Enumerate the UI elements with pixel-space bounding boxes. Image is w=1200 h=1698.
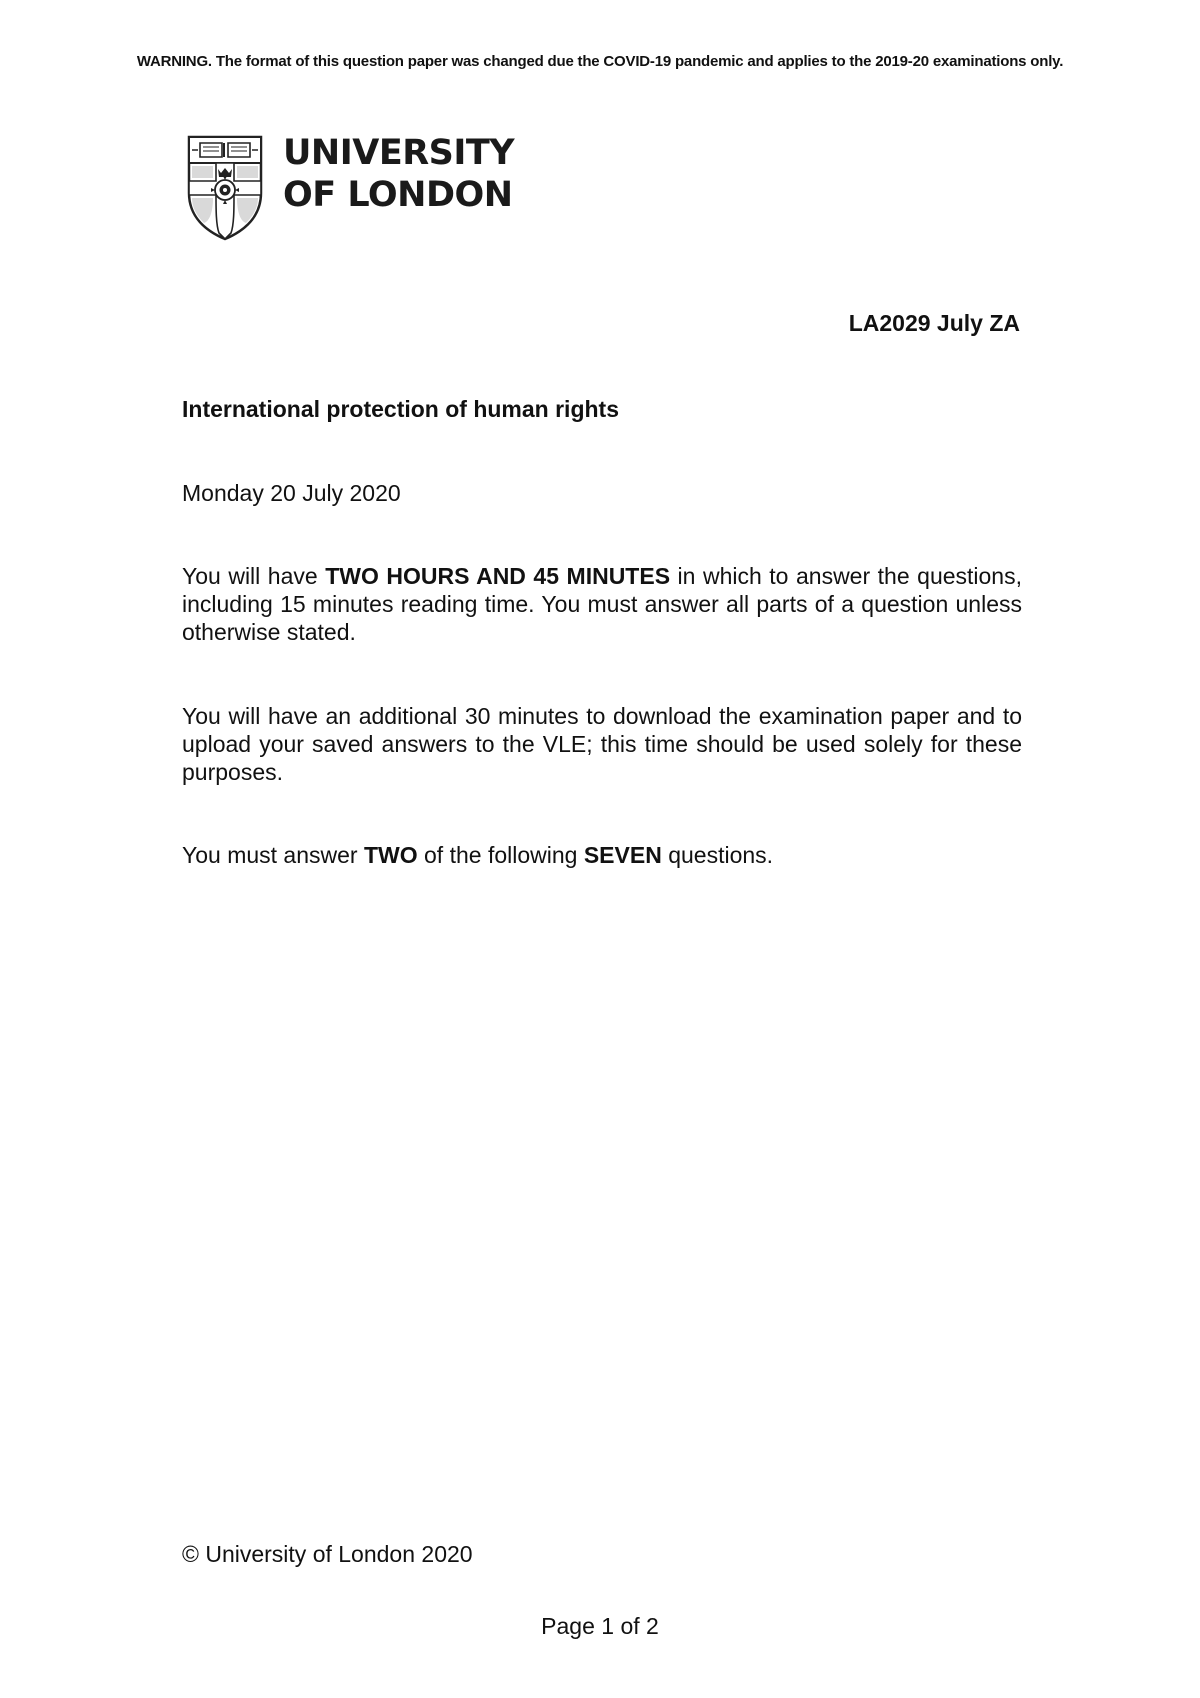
exam-code: LA2029 July ZA [848,310,1020,336]
page-indicator: Page 1 of 2 [541,1613,659,1639]
wordmark-line-1: UNIVERSITY [283,133,515,173]
university-logo [186,132,515,244]
instruction-duration [182,562,1022,646]
covid-warning: WARNING. The format of this question paper was changed due the COVID-19 pandemic and applies to the 2019-20 examinations only. [136,53,1064,70]
instruction-questions-count: TWO [363,842,418,868]
instruction-duration-text-a: You will have [182,563,326,589]
instruction-duration-emphasis: TWO HOURS AND 45 MINUTES [325,563,671,589]
university-crest-icon [186,135,264,241]
paper-title: International protection of human rights [182,396,619,422]
instruction-questions-text-b: of the following [417,842,584,868]
exam-date: Monday 20 July 2020 [182,480,401,506]
instruction-questions-total: SEVEN [583,842,662,868]
university-wordmark [283,132,514,216]
instruction-questions-text-a: You must answer [182,842,364,868]
copyright-notice: © University of London 2020 [182,1541,473,1567]
wordmark-line-2: OF LONDON [283,175,513,215]
instruction-upload: You will have an additional 30 minutes to download the examination paper and to upload your saved answers to the VLE; this time should be used solely for these purposes. [182,703,1022,785]
instruction-questions-text-c: questions. [661,842,774,868]
instruction-questions [182,841,1022,869]
instruction-duration-text-b: in which to answer the questions, including 15 minutes reading time. You must answer all parts of a question unless otherwise stated. [182,563,1022,645]
